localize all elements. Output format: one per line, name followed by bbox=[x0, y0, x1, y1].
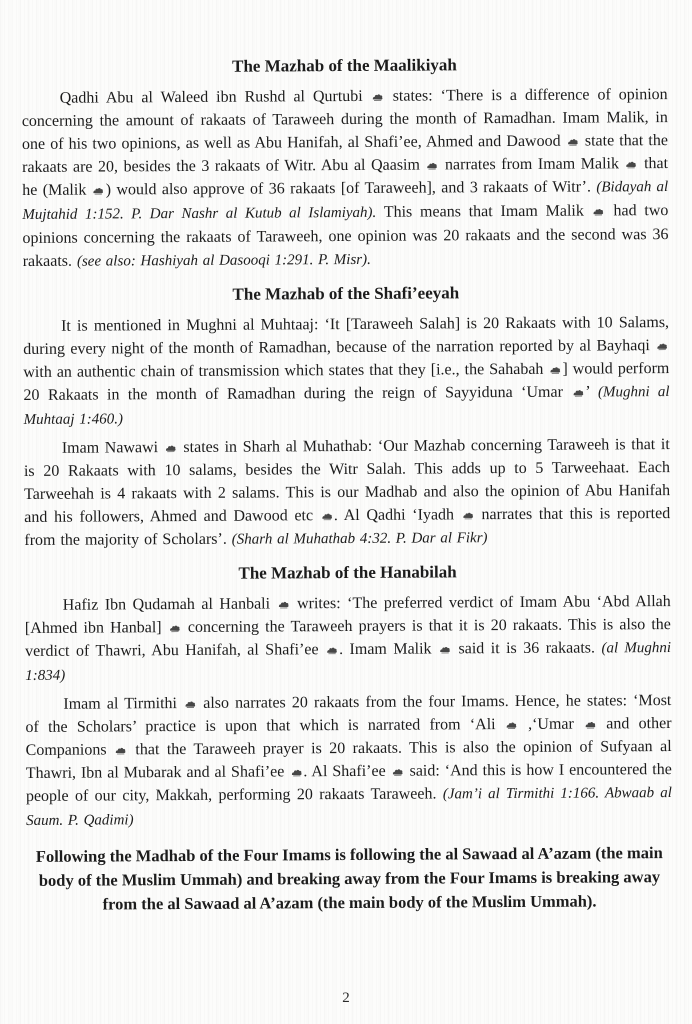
honorific-icon bbox=[321, 511, 333, 521]
body-text: had two opinions concerning the rakaats of Taraweeh, one opinion was 20 rakaats and the second was 36 rakaats. bbox=[22, 202, 669, 270]
honorific-icon bbox=[593, 206, 605, 216]
honorific-icon bbox=[462, 510, 474, 520]
body-text: state that the rakaats are 20, besides the 3 rakaats of Witr. Abu al Qaasim bbox=[22, 132, 668, 176]
body-text: concerning the Taraweeh prayers is that it is 20 rakaats. This is also the verdict of Thawri, Abu Hanifah, al Shafi’ee bbox=[24, 616, 671, 660]
body-text: states: ‘There is a difference of opinion concerning the amount of rakaats of Taraweeh during the month of Ramadhan. Imam Malik, in one of his two opinions, as well as Abu Hanifah, al Shafi’ee, Ahmed and Dawood bbox=[21, 86, 668, 153]
body-text: narrates from Imam Malik bbox=[439, 155, 625, 174]
body-paragraph bbox=[25, 689, 672, 833]
body-text: also narrates 20 rakaats from the four Imams. Hence, he states: ‘Most of the Scholars’ practice is upon that which is narrated from ‘Ali bbox=[25, 692, 672, 736]
body-text: Hafiz Ibn Qudamah al Hanbali bbox=[62, 595, 277, 614]
body-text: It is mentioned in Mughni al Muhtaaj: ‘It [Taraweeh Salah] is 20 Rakaats with 10 Salams, during every night of the month of Ramadhan, because of the narration reported by al Bayhaqi bbox=[23, 314, 670, 358]
body-text: and other Companions bbox=[25, 715, 672, 759]
citation-text: (Bidayah al Mujtahid 1:152. P. Dar Nashr al Kutub al Islamiyah). bbox=[22, 179, 669, 223]
body-paragraph bbox=[24, 433, 671, 553]
honorific-icon bbox=[439, 644, 451, 654]
body-text: that he (Malik bbox=[22, 155, 669, 199]
honorific-icon bbox=[626, 159, 638, 169]
honorific-icon bbox=[549, 365, 561, 375]
body-text: This means that Imam Malik bbox=[376, 202, 592, 221]
citation-text: (Mughni al Muhtaaj 1:460.) bbox=[23, 384, 670, 428]
section-heading: The Mazhab of the Hanabilah bbox=[238, 562, 457, 583]
body-text: ,‘Umar bbox=[518, 715, 584, 733]
body-text: Qadhi Abu al Waleed ibn Rushd al Qurtubi bbox=[59, 87, 371, 107]
body-text: said it is 36 rakaats. bbox=[451, 639, 602, 658]
honorific-icon bbox=[326, 645, 338, 655]
body-text: . Al Qadhi ‘Iyadh bbox=[333, 506, 461, 525]
honorific-icon bbox=[506, 720, 518, 730]
page-content bbox=[21, 42, 672, 917]
citation-text: (Sharh al Muhathab 4:32. P. Dar al Fikr) bbox=[231, 530, 488, 548]
body-text: states in Sharh al Muhathab: ‘Our Mazhab concerning Taraweeh is that it is 20 Rakaats with 10 salams, besides the Witr Salah. This adds up to 5 Tarweehaat. Each Tarweehah is 4 rakaats with 2 salams. This is our Madhab and also the opinion of Abu Hanifah and his followers, Ahmed and Dawood etc bbox=[23, 436, 671, 526]
body-text: narrates that this is reported from the majority of Scholars’. bbox=[24, 505, 671, 549]
body-text: ’ bbox=[585, 383, 598, 401]
body-text: said: ‘And this is how I encountered the people of our city, Makkah, performing 20 rakaats Taraweeh. bbox=[25, 761, 672, 805]
citation-text: (see also: Hashiyah al Dasooqi 1:291. P. Misr). bbox=[76, 251, 371, 270]
honorific-icon bbox=[567, 137, 579, 147]
body-text: . Al Shafi’ee bbox=[303, 762, 391, 781]
body-text: ) would also approve of 36 rakaats [of Taraweeh], and 3 rakaats of Witr’. bbox=[105, 178, 597, 199]
honorific-icon bbox=[115, 745, 127, 755]
body-text: with an authentic chain of transmission which states that they [i.e., the Sahabah bbox=[23, 360, 549, 381]
honorific-icon bbox=[392, 767, 404, 777]
body-text: ] would perform 20 Rakaats in the month of Ramadhan during the reign of Sayyiduna ‘Umar bbox=[23, 360, 670, 404]
section-heading: The Mazhab of the Shafi’eeyah bbox=[232, 283, 460, 304]
honorific-icon bbox=[656, 341, 668, 351]
section-heading: The Mazhab of the Maalikiyah bbox=[232, 55, 457, 76]
body-paragraph bbox=[25, 590, 672, 688]
honorific-icon bbox=[165, 443, 177, 453]
honorific-icon bbox=[584, 719, 596, 729]
honorific-icon bbox=[290, 767, 302, 777]
body-text: Imam al Tirmithi bbox=[63, 695, 184, 713]
body-paragraph bbox=[22, 83, 669, 274]
citation-text: (Jam’i al Tirmithi 1:166. Abwaab al Saum. P. Qadimi) bbox=[26, 785, 672, 829]
body-text: that the Taraweeh prayer is 20 rakaats. This is also the opinion of Sufyaan al Thawri, Ibn al Mubarak and al Shafi’ee bbox=[25, 738, 672, 782]
citation-text: (al Mughni 1:834) bbox=[25, 640, 672, 684]
honorific-icon bbox=[426, 160, 438, 170]
page-number: 2 bbox=[342, 990, 350, 1006]
body-text: Imam Nawawi bbox=[61, 439, 164, 457]
honorific-icon bbox=[372, 92, 384, 102]
body-text: . Imam Malik bbox=[339, 640, 439, 659]
honorific-icon bbox=[184, 699, 196, 709]
body-paragraph bbox=[23, 311, 670, 432]
closing-statement: Following the Madhab of the Four Imams is following the al Sawaad al A’azam (the main body of the Muslim Ummah) and breaking away from the Four Imams is breaking away from the al Sawaad al A’azam (the main body of the Muslim Ummah). bbox=[35, 843, 663, 914]
honorific-icon bbox=[572, 388, 584, 398]
honorific-icon bbox=[278, 599, 290, 609]
honorific-icon bbox=[169, 623, 181, 633]
honorific-icon bbox=[93, 185, 105, 195]
body-text: writes: ‘The preferred verdict of Imam Abu ‘Abd Allah [Ahmed ibn Hanbal] bbox=[24, 593, 671, 637]
